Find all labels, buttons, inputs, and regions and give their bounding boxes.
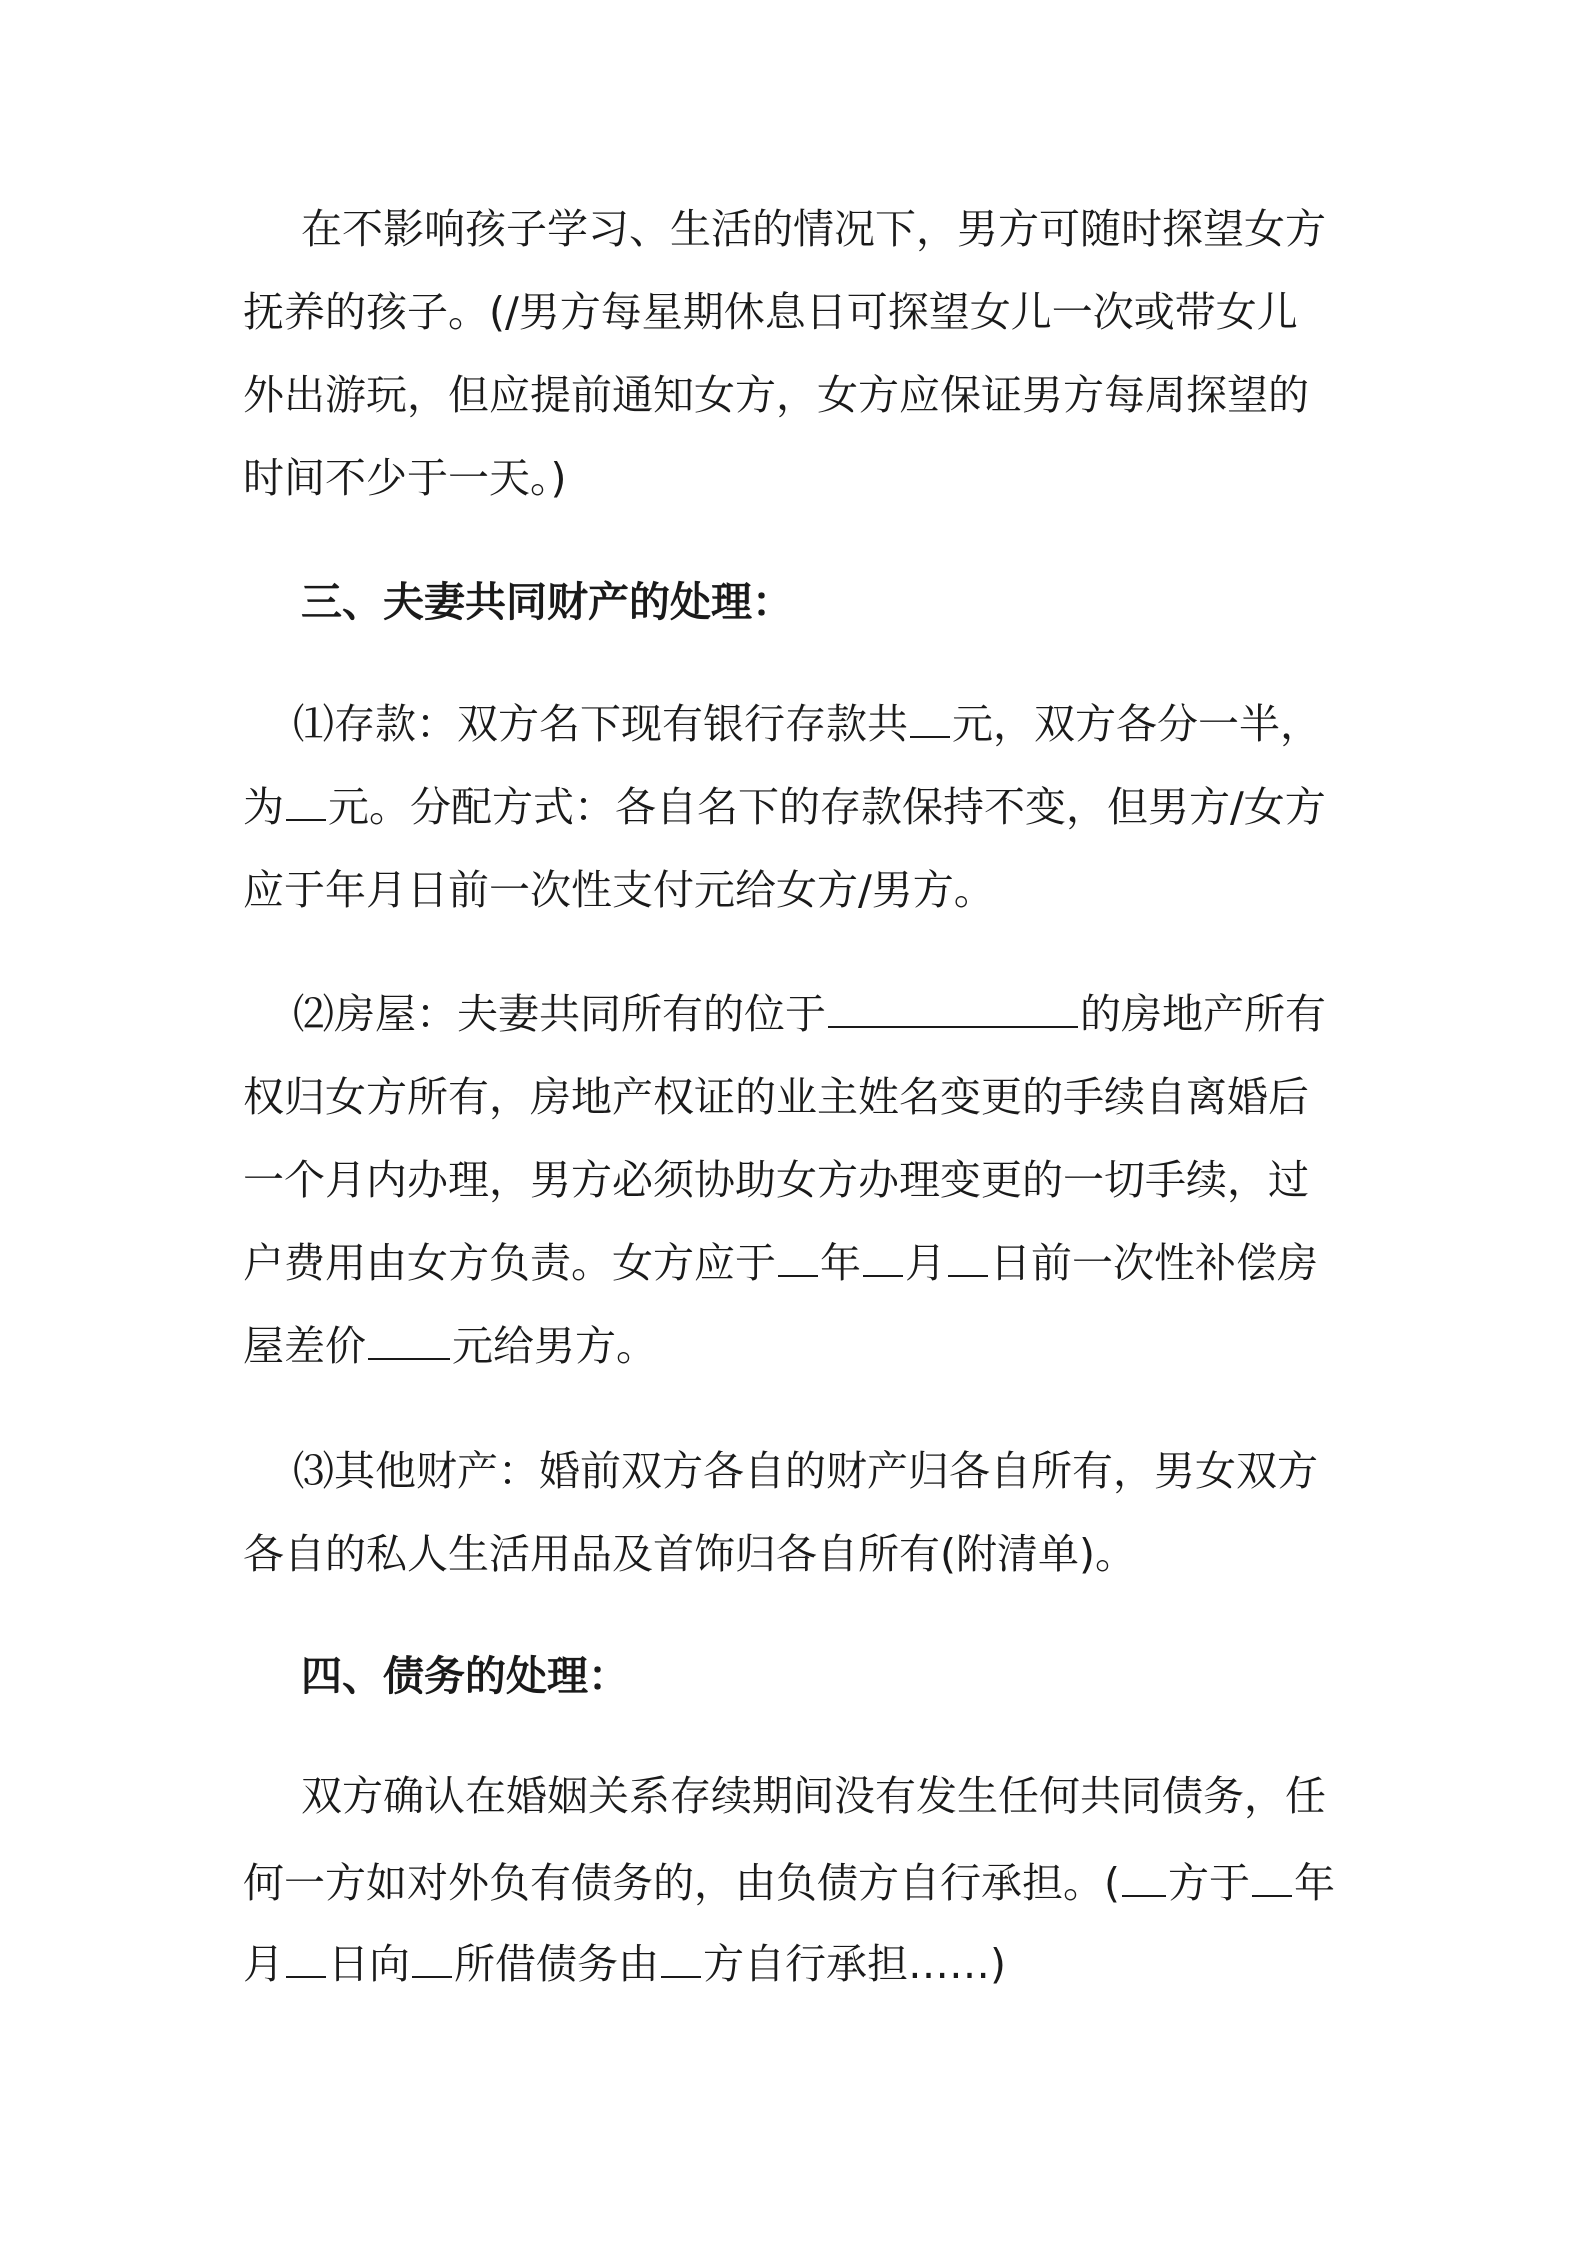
text: 何一方如对外负有债务的，由负债方自行承担。( xyxy=(243,1859,1120,1907)
text: ⑴存款：双方名下现有银行存款共 xyxy=(293,700,908,748)
paragraph-line xyxy=(243,1316,1586,1376)
paragraph-line xyxy=(243,777,1586,837)
text: 方于 xyxy=(1168,1859,1250,1907)
paragraph-line xyxy=(243,1934,1586,1994)
text: 户费用由女方负责。女方应于 xyxy=(243,1239,776,1287)
text: 年 xyxy=(820,1239,861,1287)
text: ⑵房屋：夫妻共同所有的位于 xyxy=(293,990,826,1038)
paragraph-line xyxy=(243,860,1586,920)
text: ⑶其他财产：婚前双方各自的财产归各自所有，男女双方 xyxy=(293,1447,1318,1495)
section-heading xyxy=(301,1646,1586,1706)
text: 月 xyxy=(905,1239,946,1287)
text: 为 xyxy=(243,783,284,831)
text: 三、夫妻共同财产的处理： xyxy=(301,578,793,626)
fill-blank xyxy=(286,779,326,821)
text: 日向 xyxy=(328,1940,410,1988)
paragraph-line xyxy=(243,1524,1586,1584)
paragraph-line xyxy=(243,1150,1586,1210)
text: 在不影响孩子学习、生活的情况下，男方可随时探望女方 xyxy=(301,205,1326,253)
paragraph-line xyxy=(243,448,1586,508)
paragraph-line xyxy=(301,199,1586,259)
text: 年 xyxy=(1294,1859,1335,1907)
paragraph-line xyxy=(293,984,1586,1044)
paragraph-line xyxy=(243,1233,1586,1293)
fill-blank xyxy=(863,1235,903,1277)
text: 各自的私人生活用品及首饰归各自所有(附清单)。 xyxy=(243,1530,1136,1578)
text: 日前一次性补偿房 xyxy=(990,1239,1318,1287)
paragraph-line xyxy=(293,694,1586,754)
fill-blank xyxy=(778,1235,818,1277)
text: 抚养的孩子。(/男方每星期休息日可探望女儿一次或带女儿 xyxy=(243,288,1298,336)
text: 四、债务的处理： xyxy=(301,1652,629,1700)
fill-blank xyxy=(1252,1855,1292,1897)
text: 元，双方各分一半， xyxy=(952,700,1321,748)
fill-blank xyxy=(910,696,950,738)
section-heading xyxy=(301,572,1586,632)
paragraph-line xyxy=(243,365,1586,425)
text: 元。分配方式：各自名下的存款保持不变，但男方/女方 xyxy=(328,783,1326,831)
fill-blank xyxy=(948,1235,988,1277)
text: 外出游玩，但应提前通知女方，女方应保证男方每周探望的 xyxy=(243,371,1309,419)
text: 方自行承担……) xyxy=(703,1940,1006,1988)
text: 权归女方所有，房地产权证的业主姓名变更的手续自离婚后 xyxy=(243,1073,1309,1121)
fill-blank xyxy=(286,1936,326,1978)
fill-blank xyxy=(1122,1855,1166,1897)
text: 一个月内办理，男方必须协助女方办理变更的一切手续，过 xyxy=(243,1156,1309,1204)
fill-blank xyxy=(828,986,1078,1028)
fill-blank xyxy=(412,1936,452,1978)
fill-blank xyxy=(661,1936,701,1978)
text: 月 xyxy=(243,1940,284,1988)
text: 时间不少于一天。) xyxy=(243,454,567,502)
paragraph-line xyxy=(243,1067,1586,1127)
text: 的房地产所有 xyxy=(1080,990,1326,1038)
text: 屋差价 xyxy=(243,1322,366,1370)
text: 元给男方。 xyxy=(452,1322,657,1370)
paragraph-line xyxy=(243,1853,1586,1913)
text: 双方确认在婚姻关系存续期间没有发生任何共同债务，任 xyxy=(301,1772,1326,1820)
fill-blank xyxy=(368,1318,450,1360)
paragraph-line xyxy=(243,282,1586,342)
paragraph-line xyxy=(293,1441,1586,1501)
paragraph-line xyxy=(301,1766,1586,1826)
text: 所借债务由 xyxy=(454,1940,659,1988)
text: 应于年月日前一次性支付元给女方/男方。 xyxy=(243,866,995,914)
